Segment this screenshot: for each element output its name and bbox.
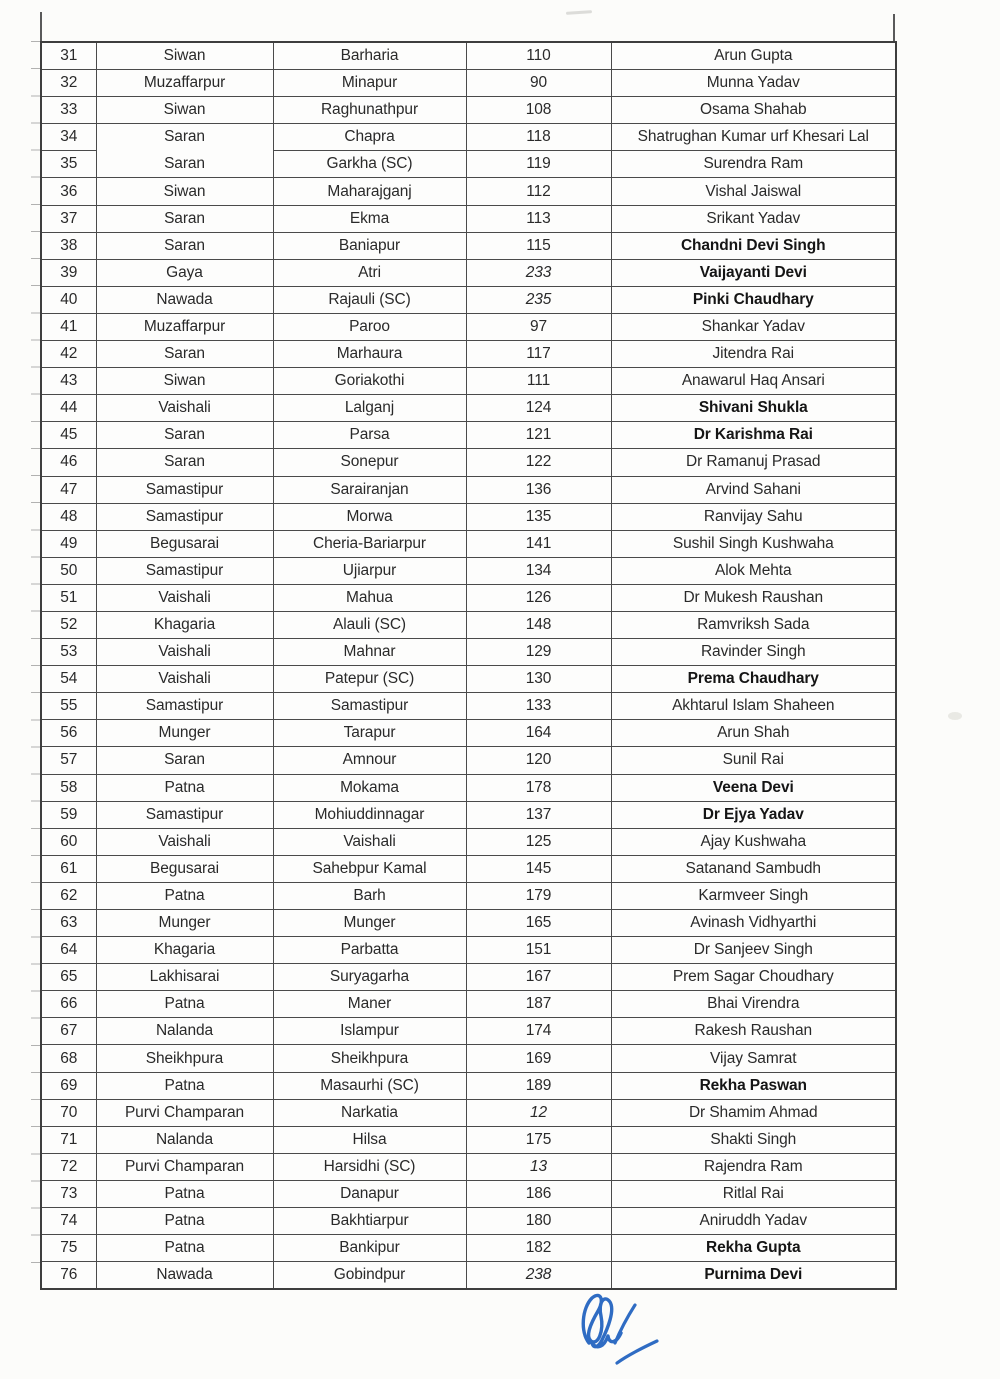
cell-sl-no: 38 — [41, 232, 96, 259]
cell-district: Samastipur — [96, 503, 273, 530]
table-row — [41, 1018, 896, 1045]
cell-candidate: Vaijayanti Devi — [611, 259, 896, 286]
table-row — [41, 97, 896, 124]
cell-district: Khagaria — [96, 611, 273, 638]
table-row — [41, 368, 896, 395]
cell-district: Saran — [96, 422, 273, 449]
cell-sl-no: 44 — [41, 395, 96, 422]
cell-constituency: Parsa — [273, 422, 466, 449]
cell-ac-no: 119 — [466, 151, 611, 178]
cell-sl-no: 40 — [41, 286, 96, 313]
cell-ac-no: 141 — [466, 530, 611, 557]
table-row — [41, 42, 896, 70]
table-row — [41, 341, 896, 368]
cell-ac-no: 120 — [466, 747, 611, 774]
cell-sl-no: 50 — [41, 557, 96, 584]
cell-candidate: Rajendra Ram — [611, 1153, 896, 1180]
cell-constituency: Morwa — [273, 503, 466, 530]
cell-ac-no: 122 — [466, 449, 611, 476]
cell-ac-no: 136 — [466, 476, 611, 503]
cell-constituency: Ujiarpur — [273, 557, 466, 584]
table-row — [41, 124, 896, 151]
cell-constituency: Maharajganj — [273, 178, 466, 205]
table-row — [41, 774, 896, 801]
cell-candidate: Surendra Ram — [611, 151, 896, 178]
cell-district: Patna — [96, 1180, 273, 1207]
cell-ac-no: 110 — [466, 42, 611, 70]
cell-district: Samastipur — [96, 693, 273, 720]
table-row — [41, 286, 896, 313]
cell-district: Muzaffarpur — [96, 70, 273, 97]
cell-ac-no: 145 — [466, 855, 611, 882]
cell-district: Patna — [96, 774, 273, 801]
cell-candidate: Shatrughan Kumar urf Khesari Lal — [611, 124, 896, 151]
cell-district: Munger — [96, 720, 273, 747]
cell-constituency: Goriakothi — [273, 368, 466, 395]
table-row — [41, 395, 896, 422]
cell-ac-no: 124 — [466, 395, 611, 422]
cell-sl-no: 42 — [41, 341, 96, 368]
cell-ac-no: 174 — [466, 1018, 611, 1045]
cell-candidate: Rekha Paswan — [611, 1072, 896, 1099]
cell-constituency: Bakhtiarpur — [273, 1208, 466, 1235]
cell-ac-no: 111 — [466, 368, 611, 395]
cell-candidate: Chandni Devi Singh — [611, 232, 896, 259]
cell-constituency: Atri — [273, 259, 466, 286]
cell-district: Vaishali — [96, 828, 273, 855]
table-row — [41, 503, 896, 530]
cell-constituency: Garkha (SC) — [273, 151, 466, 178]
cell-sl-no: 34 — [41, 124, 96, 151]
cell-candidate: Prem Sagar Choudhary — [611, 964, 896, 991]
cell-district: Siwan — [96, 97, 273, 124]
cell-candidate: Vishal Jaiswal — [611, 178, 896, 205]
cell-sl-no: 74 — [41, 1208, 96, 1235]
cell-sl-no: 45 — [41, 422, 96, 449]
cell-sl-no: 33 — [41, 97, 96, 124]
cell-sl-no: 48 — [41, 503, 96, 530]
cell-district: Begusarai — [96, 530, 273, 557]
cell-candidate: Rakesh Raushan — [611, 1018, 896, 1045]
table-row — [41, 828, 896, 855]
cell-ac-no: 13 — [466, 1153, 611, 1180]
cell-candidate: Ajay Kushwaha — [611, 828, 896, 855]
cell-ac-no: 130 — [466, 666, 611, 693]
cell-candidate: Pinki Chaudhary — [611, 286, 896, 313]
table-row — [41, 1235, 896, 1262]
table-row — [41, 666, 896, 693]
cell-sl-no: 61 — [41, 855, 96, 882]
cell-constituency: Harsidhi (SC) — [273, 1153, 466, 1180]
cell-candidate: Ramvriksh Sada — [611, 611, 896, 638]
cell-sl-no: 56 — [41, 720, 96, 747]
cell-ac-no: 118 — [466, 124, 611, 151]
cell-candidate: Arun Gupta — [611, 42, 896, 70]
cell-sl-no: 70 — [41, 1099, 96, 1126]
cell-district: Patna — [96, 1072, 273, 1099]
cell-ac-no: 148 — [466, 611, 611, 638]
cell-constituency: Munger — [273, 910, 466, 937]
cell-constituency: Lalganj — [273, 395, 466, 422]
cell-district: Purvi Champaran — [96, 1153, 273, 1180]
cell-ac-no: 112 — [466, 178, 611, 205]
cell-constituency: Mokama — [273, 774, 466, 801]
cell-district: Sheikhpura — [96, 1045, 273, 1072]
cell-district: Patna — [96, 882, 273, 909]
cell-candidate: Satanand Sambudh — [611, 855, 896, 882]
table-row — [41, 259, 896, 286]
cell-sl-no: 37 — [41, 205, 96, 232]
cell-ac-no: 180 — [466, 1208, 611, 1235]
cell-district: Munger — [96, 910, 273, 937]
table-row — [41, 1126, 896, 1153]
cell-ac-no: 117 — [466, 341, 611, 368]
cell-ac-no: 233 — [466, 259, 611, 286]
cell-ac-no: 167 — [466, 964, 611, 991]
cell-sl-no: 58 — [41, 774, 96, 801]
cell-constituency: Ekma — [273, 205, 466, 232]
cell-constituency: Suryagarha — [273, 964, 466, 991]
table-row — [41, 151, 896, 178]
cell-sl-no: 52 — [41, 611, 96, 638]
cell-sl-no: 65 — [41, 964, 96, 991]
cell-candidate: Ranvijay Sahu — [611, 503, 896, 530]
cell-constituency: Sahebpur Kamal — [273, 855, 466, 882]
cell-candidate: Shivani Shukla — [611, 395, 896, 422]
cell-candidate: Alok Mehta — [611, 557, 896, 584]
cell-ac-no: 129 — [466, 639, 611, 666]
cell-constituency: Baniapur — [273, 232, 466, 259]
cell-candidate: Dr Sanjeev Singh — [611, 937, 896, 964]
table-row — [41, 1153, 896, 1180]
cell-sl-no: 63 — [41, 910, 96, 937]
table-row — [41, 1045, 896, 1072]
cell-sl-no: 41 — [41, 313, 96, 340]
cell-sl-no: 43 — [41, 368, 96, 395]
cell-candidate: Purnima Devi — [611, 1262, 896, 1290]
table-row — [41, 449, 896, 476]
cell-district: Patna — [96, 991, 273, 1018]
cell-ac-no: 115 — [466, 232, 611, 259]
cell-district: Samastipur — [96, 476, 273, 503]
table-row — [41, 530, 896, 557]
cell-candidate: Munna Yadav — [611, 70, 896, 97]
table-row — [41, 1262, 896, 1290]
cell-constituency: Tarapur — [273, 720, 466, 747]
table-row — [41, 70, 896, 97]
cell-ac-no: 179 — [466, 882, 611, 909]
table-row — [41, 747, 896, 774]
cell-ac-no: 121 — [466, 422, 611, 449]
cell-district: Nalanda — [96, 1126, 273, 1153]
candidates-table — [40, 41, 897, 1290]
cell-ac-no: 169 — [466, 1045, 611, 1072]
cell-candidate: Rekha Gupta — [611, 1235, 896, 1262]
cell-district: Begusarai — [96, 855, 273, 882]
cell-district: Khagaria — [96, 937, 273, 964]
table-row — [41, 937, 896, 964]
cell-district: Vaishali — [96, 639, 273, 666]
cell-sl-no: 60 — [41, 828, 96, 855]
cell-candidate: Dr Ramanuj Prasad — [611, 449, 896, 476]
cell-sl-no: 59 — [41, 801, 96, 828]
cell-district: Vaishali — [96, 666, 273, 693]
cell-candidate: Aniruddh Yadav — [611, 1208, 896, 1235]
cell-constituency: Cheria-Bariarpur — [273, 530, 466, 557]
cell-district: Saran — [96, 124, 273, 151]
cell-candidate: Prema Chaudhary — [611, 666, 896, 693]
table-row — [41, 910, 896, 937]
cell-constituency: Alauli (SC) — [273, 611, 466, 638]
cell-candidate: Jitendra Rai — [611, 341, 896, 368]
cell-sl-no: 35 — [41, 151, 96, 178]
cell-ac-no: 113 — [466, 205, 611, 232]
cell-ac-no: 238 — [466, 1262, 611, 1290]
cell-candidate: Bhai Virendra — [611, 991, 896, 1018]
cell-candidate: Shakti Singh — [611, 1126, 896, 1153]
cell-constituency: Sarairanjan — [273, 476, 466, 503]
cell-district: Saran — [96, 205, 273, 232]
table-row — [41, 882, 896, 909]
cell-sl-no: 71 — [41, 1126, 96, 1153]
cell-constituency: Sonepur — [273, 449, 466, 476]
cell-district: Siwan — [96, 178, 273, 205]
cell-candidate: Arun Shah — [611, 720, 896, 747]
cell-ac-no: 186 — [466, 1180, 611, 1207]
cell-constituency: Marhaura — [273, 341, 466, 368]
cell-constituency: Bankipur — [273, 1235, 466, 1262]
cell-district: Nawada — [96, 286, 273, 313]
cell-sl-no: 64 — [41, 937, 96, 964]
signature-scribble — [556, 1286, 716, 1379]
cell-constituency: Mahnar — [273, 639, 466, 666]
table-body — [41, 42, 896, 1289]
cell-constituency: Danapur — [273, 1180, 466, 1207]
cell-ac-no: 126 — [466, 584, 611, 611]
table-left-border-stub — [40, 12, 42, 42]
table-row — [41, 855, 896, 882]
cell-ac-no: 182 — [466, 1235, 611, 1262]
cell-district: Nawada — [96, 1262, 273, 1290]
cell-district: Muzaffarpur — [96, 313, 273, 340]
cell-constituency: Paroo — [273, 313, 466, 340]
cell-constituency: Amnour — [273, 747, 466, 774]
table-row — [41, 1072, 896, 1099]
cell-sl-no: 75 — [41, 1235, 96, 1262]
cell-ac-no: 133 — [466, 693, 611, 720]
cell-candidate: Dr Shamim Ahmad — [611, 1099, 896, 1126]
table-row — [41, 422, 896, 449]
cell-district: Saran — [96, 151, 273, 178]
cell-sl-no: 36 — [41, 178, 96, 205]
cell-candidate: Sushil Singh Kushwaha — [611, 530, 896, 557]
table-row — [41, 1180, 896, 1207]
cell-district: Purvi Champaran — [96, 1099, 273, 1126]
cell-sl-no: 39 — [41, 259, 96, 286]
table-right-border-stub — [893, 14, 895, 42]
cell-ac-no: 187 — [466, 991, 611, 1018]
cell-candidate: Shankar Yadav — [611, 313, 896, 340]
cell-candidate: Dr Mukesh Raushan — [611, 584, 896, 611]
cell-district: Patna — [96, 1208, 273, 1235]
cell-sl-no: 72 — [41, 1153, 96, 1180]
cell-ac-no: 165 — [466, 910, 611, 937]
cell-candidate: Anawarul Haq Ansari — [611, 368, 896, 395]
cell-candidate: Akhtarul Islam Shaheen — [611, 693, 896, 720]
cell-constituency: Maner — [273, 991, 466, 1018]
scan-smudge — [566, 10, 592, 15]
cell-ac-no: 12 — [466, 1099, 611, 1126]
cell-district: Saran — [96, 747, 273, 774]
cell-sl-no: 47 — [41, 476, 96, 503]
table-row — [41, 1099, 896, 1126]
cell-sl-no: 66 — [41, 991, 96, 1018]
cell-ac-no: 178 — [466, 774, 611, 801]
cell-constituency: Minapur — [273, 70, 466, 97]
cell-district: Nalanda — [96, 1018, 273, 1045]
cell-district: Gaya — [96, 259, 273, 286]
table-row — [41, 178, 896, 205]
cell-sl-no: 51 — [41, 584, 96, 611]
table-row — [41, 639, 896, 666]
cell-district: Saran — [96, 232, 273, 259]
table-row — [41, 313, 896, 340]
cell-sl-no: 49 — [41, 530, 96, 557]
cell-constituency: Vaishali — [273, 828, 466, 855]
cell-sl-no: 57 — [41, 747, 96, 774]
cell-ac-no: 164 — [466, 720, 611, 747]
cell-sl-no: 76 — [41, 1262, 96, 1290]
cell-district: Saran — [96, 449, 273, 476]
table-row — [41, 584, 896, 611]
table-row — [41, 611, 896, 638]
cell-ac-no: 137 — [466, 801, 611, 828]
cell-sl-no: 32 — [41, 70, 96, 97]
cell-district: Siwan — [96, 42, 273, 70]
cell-sl-no: 73 — [41, 1180, 96, 1207]
cell-ac-no: 151 — [466, 937, 611, 964]
cell-constituency: Barharia — [273, 42, 466, 70]
cell-sl-no: 68 — [41, 1045, 96, 1072]
cell-sl-no: 54 — [41, 666, 96, 693]
table-row — [41, 557, 896, 584]
table-row — [41, 232, 896, 259]
cell-candidate: Ravinder Singh — [611, 639, 896, 666]
cell-ac-no: 125 — [466, 828, 611, 855]
cell-candidate: Osama Shahab — [611, 97, 896, 124]
cell-ac-no: 189 — [466, 1072, 611, 1099]
cell-sl-no: 46 — [41, 449, 96, 476]
cell-candidate: Ritlal Rai — [611, 1180, 896, 1207]
table-row — [41, 205, 896, 232]
cell-constituency: Samastipur — [273, 693, 466, 720]
cell-sl-no: 67 — [41, 1018, 96, 1045]
cell-constituency: Masaurhi (SC) — [273, 1072, 466, 1099]
cell-constituency: Raghunathpur — [273, 97, 466, 124]
cell-ac-no: 90 — [466, 70, 611, 97]
table-row — [41, 693, 896, 720]
cell-constituency: Hilsa — [273, 1126, 466, 1153]
cell-sl-no: 69 — [41, 1072, 96, 1099]
cell-constituency: Mohiuddinnagar — [273, 801, 466, 828]
cell-district: Vaishali — [96, 395, 273, 422]
cell-sl-no: 31 — [41, 42, 96, 70]
cell-constituency: Sheikhpura — [273, 1045, 466, 1072]
cell-district: Samastipur — [96, 801, 273, 828]
cell-district: Saran — [96, 341, 273, 368]
scan-smudge — [948, 712, 962, 720]
cell-sl-no: 62 — [41, 882, 96, 909]
table-row — [41, 476, 896, 503]
cell-district: Patna — [96, 1235, 273, 1262]
cell-constituency: Patepur (SC) — [273, 666, 466, 693]
cell-ac-no: 134 — [466, 557, 611, 584]
table-row — [41, 991, 896, 1018]
cell-constituency: Chapra — [273, 124, 466, 151]
table-row — [41, 720, 896, 747]
cell-candidate: Avinash Vidhyarthi — [611, 910, 896, 937]
cell-candidate: Arvind Sahani — [611, 476, 896, 503]
cell-ac-no: 175 — [466, 1126, 611, 1153]
cell-candidate: Dr Karishma Rai — [611, 422, 896, 449]
cell-candidate: Srikant Yadav — [611, 205, 896, 232]
cell-constituency: Narkatia — [273, 1099, 466, 1126]
cell-constituency: Islampur — [273, 1018, 466, 1045]
cell-constituency: Mahua — [273, 584, 466, 611]
cell-district: Siwan — [96, 368, 273, 395]
table-row — [41, 964, 896, 991]
cell-candidate: Karmveer Singh — [611, 882, 896, 909]
cell-constituency: Parbatta — [273, 937, 466, 964]
cell-candidate: Vijay Samrat — [611, 1045, 896, 1072]
cell-constituency: Rajauli (SC) — [273, 286, 466, 313]
table-row — [41, 801, 896, 828]
cell-district: Samastipur — [96, 557, 273, 584]
cell-constituency: Gobindpur — [273, 1262, 466, 1290]
cell-constituency: Barh — [273, 882, 466, 909]
cell-district: Lakhisarai — [96, 964, 273, 991]
cell-ac-no: 108 — [466, 97, 611, 124]
cell-ac-no: 135 — [466, 503, 611, 530]
cell-candidate: Dr Ejya Yadav — [611, 801, 896, 828]
cell-candidate: Sunil Rai — [611, 747, 896, 774]
cell-sl-no: 55 — [41, 693, 96, 720]
cell-ac-no: 97 — [466, 313, 611, 340]
cell-sl-no: 53 — [41, 639, 96, 666]
cell-candidate: Veena Devi — [611, 774, 896, 801]
cell-district: Vaishali — [96, 584, 273, 611]
table-row — [41, 1208, 896, 1235]
cell-ac-no: 235 — [466, 286, 611, 313]
